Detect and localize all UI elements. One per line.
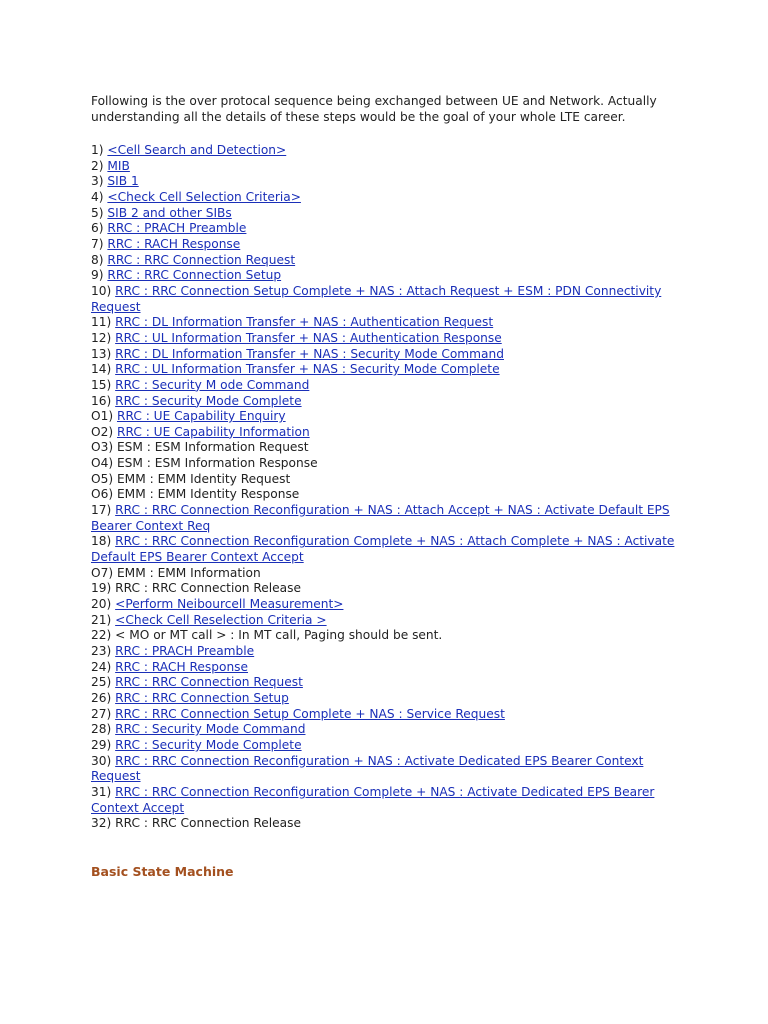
protocol-step xyxy=(91,597,691,613)
protocol-step xyxy=(91,785,691,816)
step-link[interactable]: MIB xyxy=(107,158,130,173)
step-link[interactable]: SIB 2 and other SIBs xyxy=(107,205,232,220)
protocol-step xyxy=(91,628,691,644)
step-number: 18) xyxy=(91,534,112,549)
step-number: 22) xyxy=(91,628,112,643)
protocol-step xyxy=(91,253,691,269)
step-link[interactable]: RRC : Security M ode Command xyxy=(115,377,310,392)
step-number: 10) xyxy=(91,283,112,298)
step-text: RRC : RRC Connection Release xyxy=(115,816,301,831)
protocol-step xyxy=(91,425,691,441)
step-link[interactable]: RRC : UE Capability Information xyxy=(116,424,310,439)
step-number: O6) xyxy=(91,487,114,502)
protocol-step xyxy=(91,613,691,629)
step-number: 21) xyxy=(91,612,112,627)
protocol-step xyxy=(91,143,691,159)
step-number: 7) xyxy=(91,236,104,251)
protocol-step xyxy=(91,237,691,253)
section-heading: Basic State Machine xyxy=(91,864,234,879)
step-number: 26) xyxy=(91,690,112,705)
step-number: 2) xyxy=(91,158,104,173)
protocol-step xyxy=(91,440,691,456)
step-link[interactable]: <Check Cell Reselection Criteria > xyxy=(115,612,327,627)
step-link[interactable]: RRC : RRC Connection Reconfiguration + NAS : Attach Accept + NAS : Activate Default EPS Bearer Context Req xyxy=(91,503,670,533)
step-number: 3) xyxy=(91,174,104,189)
step-number: 17) xyxy=(91,503,112,518)
step-number: O3) xyxy=(91,440,114,455)
step-number: 30) xyxy=(91,753,112,768)
intro-paragraph xyxy=(91,93,691,125)
protocol-step xyxy=(91,456,691,472)
step-number: 24) xyxy=(91,659,112,674)
step-number: 20) xyxy=(91,597,112,612)
step-link[interactable]: RRC : RRC Connection Setup xyxy=(115,690,289,705)
step-number: 15) xyxy=(91,377,112,392)
step-text: EMM : EMM Information xyxy=(116,565,261,580)
protocol-step xyxy=(91,378,691,394)
protocol-step-list xyxy=(91,143,691,832)
protocol-step xyxy=(91,174,691,190)
step-link[interactable]: RRC : RACH Response xyxy=(107,236,241,251)
step-number: O1) xyxy=(91,409,114,424)
protocol-step xyxy=(91,534,691,565)
step-link[interactable]: RRC : Security Mode Command xyxy=(115,722,306,737)
step-link[interactable]: RRC : RRC Connection Reconfiguration + NAS : Activate Dedicated EPS Bearer Context Request xyxy=(91,753,644,784)
step-text: EMM : EMM Identity Response xyxy=(116,487,300,502)
step-link[interactable]: RRC : RRC Connection Request xyxy=(115,675,303,690)
step-number: O2) xyxy=(91,424,114,439)
step-link[interactable]: RRC : UL Information Transfer + NAS : Security Mode Complete xyxy=(115,362,500,377)
protocol-step xyxy=(91,362,691,378)
protocol-step xyxy=(91,738,691,754)
intro-line-2: understanding all the details of these steps would be the goal of your whole LTE career. xyxy=(91,110,626,124)
protocol-step xyxy=(91,691,691,707)
step-link[interactable]: RRC : RRC Connection Request xyxy=(107,252,296,267)
step-number: 16) xyxy=(91,393,112,408)
step-text: EMM : EMM Identity Request xyxy=(116,471,291,486)
protocol-step xyxy=(91,472,691,488)
protocol-step xyxy=(91,206,691,222)
step-number: O7) xyxy=(91,565,114,580)
step-number: 27) xyxy=(91,706,112,721)
step-link[interactable]: RRC : DL Information Transfer + NAS : Security Mode Command xyxy=(115,346,504,361)
step-text: ESM : ESM Information Response xyxy=(116,456,318,471)
step-link[interactable]: RRC : RACH Response xyxy=(115,659,249,674)
protocol-step xyxy=(91,722,691,738)
step-link[interactable]: SIB 1 xyxy=(107,174,139,189)
protocol-step xyxy=(91,409,691,425)
protocol-step xyxy=(91,394,691,410)
step-number: O4) xyxy=(91,456,114,471)
protocol-step xyxy=(91,268,691,284)
protocol-step xyxy=(91,190,691,206)
step-number: 11) xyxy=(91,315,112,330)
step-number: 9) xyxy=(91,268,104,283)
step-text: < MO or MT call > : In MT call, Paging should be sent. xyxy=(115,628,443,643)
protocol-step xyxy=(91,707,691,723)
step-number: 23) xyxy=(91,644,112,658)
step-link[interactable]: RRC : RRC Connection Setup xyxy=(107,268,282,283)
step-number: 28) xyxy=(91,722,112,737)
step-number: 31) xyxy=(91,784,112,799)
protocol-step xyxy=(91,284,691,315)
step-number: 5) xyxy=(91,205,104,220)
protocol-step xyxy=(91,315,691,331)
step-number: 29) xyxy=(91,737,112,752)
protocol-step xyxy=(91,347,691,363)
step-link[interactable]: RRC : Security Mode Complete xyxy=(115,393,302,408)
step-link[interactable]: RRC : UE Capability Enquiry xyxy=(116,409,286,424)
step-link[interactable]: RRC : RRC Connection Setup Complete + NAS : Service Request xyxy=(115,706,505,721)
protocol-step xyxy=(91,581,691,597)
protocol-step xyxy=(91,331,691,347)
step-text: ESM : ESM Information Request xyxy=(116,440,309,455)
step-number: O5) xyxy=(91,471,114,486)
step-link[interactable]: RRC : RRC Connection Reconfiguration Complete + NAS : Attach Complete + NAS : Activate Default EPS Bearer Context Accept xyxy=(91,534,675,565)
step-number: 32) xyxy=(91,816,112,831)
step-link[interactable]: <Perform Neibourcell Measurement> xyxy=(115,597,344,612)
step-number: 13) xyxy=(91,346,112,361)
protocol-step xyxy=(91,487,691,503)
step-number: 8) xyxy=(91,252,104,267)
step-link[interactable]: RRC : PRACH Preamble xyxy=(107,221,247,236)
protocol-step xyxy=(91,566,691,582)
step-text: RRC : RRC Connection Release xyxy=(115,581,301,596)
step-number: 4) xyxy=(91,189,104,204)
step-link[interactable]: <Cell Search and Detection> xyxy=(107,143,287,157)
step-number: 25) xyxy=(91,675,112,690)
step-number: 19) xyxy=(91,581,112,596)
step-number: 12) xyxy=(91,330,112,345)
step-number: 14) xyxy=(91,362,112,377)
step-link[interactable]: RRC : DL Information Transfer + NAS : Authentication Request xyxy=(115,315,494,330)
protocol-step xyxy=(91,159,691,175)
step-number: 6) xyxy=(91,221,104,236)
step-link[interactable]: RRC : RRC Connection Setup Complete + NAS : Attach Request + ESM : PDN Connectivity Request xyxy=(91,283,662,314)
step-link[interactable]: RRC : Security Mode Complete xyxy=(115,737,302,752)
step-link[interactable]: RRC : RRC Connection Reconfiguration Complete + NAS : Activate Dedicated EPS Bearer Context Accept xyxy=(91,784,655,815)
protocol-step xyxy=(91,660,691,676)
step-link[interactable]: RRC : PRACH Preamble xyxy=(115,644,255,658)
step-number: 1) xyxy=(91,143,104,157)
protocol-step xyxy=(91,503,691,534)
intro-line-1: Following is the over protocal sequence being exchanged between UE and Network. Actually xyxy=(91,94,657,108)
step-link[interactable]: <Check Cell Selection Criteria> xyxy=(107,189,301,204)
protocol-step xyxy=(91,221,691,237)
step-link[interactable]: RRC : UL Information Transfer + NAS : Authentication Response xyxy=(115,330,502,345)
protocol-step xyxy=(91,754,691,785)
protocol-step xyxy=(91,644,691,660)
protocol-step xyxy=(91,675,691,691)
protocol-step xyxy=(91,816,691,832)
